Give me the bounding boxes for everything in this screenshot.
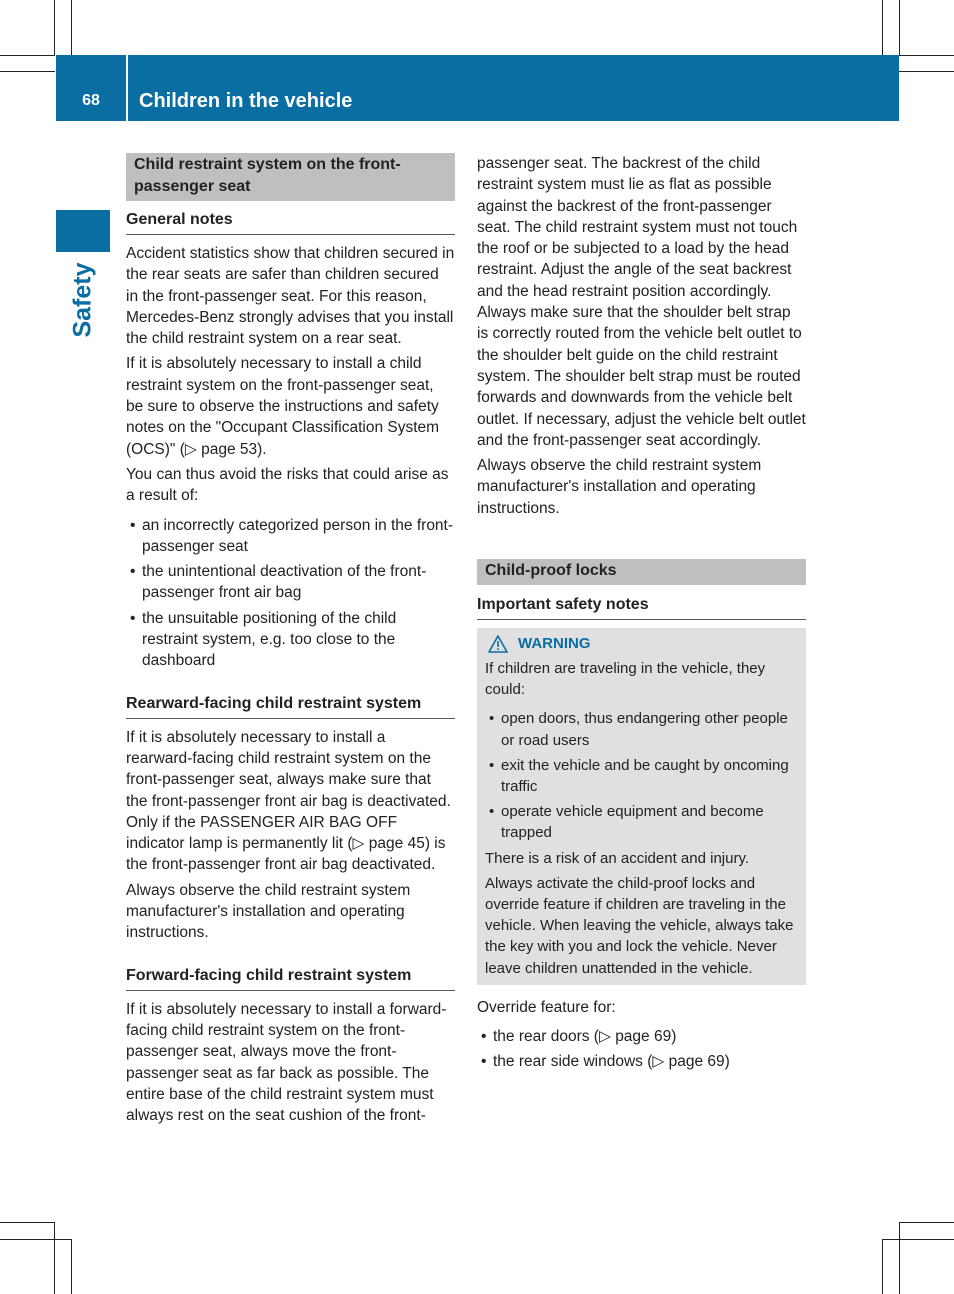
- heading-important-safety-notes: Important safety notes: [477, 595, 806, 620]
- risk-list: [126, 515, 455, 672]
- side-tab-label: Safety: [68, 262, 97, 338]
- warning-advice: Always activate the child-proof locks and override feature if children are traveling in the vehicle. When leaving the vehicle, always take the key with you and lock the vehicle. Never leave children unattended in the vehicle.: [485, 874, 794, 977]
- list-item: • the rear doors (▷ page 69): [481, 1028, 677, 1046]
- paragraph: Always observe the child restraint system manufacturer's installation and operating instructions.: [477, 457, 762, 517]
- list-item: • the rear side windows (▷ page 69): [481, 1053, 730, 1071]
- section-title-front-passenger: Child restraint system on the front-passenger seat: [126, 153, 455, 201]
- list-item: • exit the vehicle and be caught by oncoming traffic: [489, 756, 789, 796]
- left-column: [126, 153, 455, 1126]
- warning-header: [485, 634, 798, 654]
- header-divider: [126, 55, 128, 121]
- paragraph: You can thus avoid the risks that could arise as a result of:: [126, 465, 449, 505]
- paragraph: If it is absolutely necessary to install a forward-facing child restraint system on the front-passenger seat, always move the front-passenger seat as far back as possible. The entire base of the child restraint system must always rest on the seat cushion of the front-: [126, 1000, 447, 1125]
- heading-general-notes: General notes: [126, 210, 455, 235]
- warning-box: [477, 628, 806, 985]
- warning-intro: If children are traveling in the vehicle, they could:: [485, 660, 766, 699]
- page-number: 68: [82, 92, 100, 109]
- list-item: • open doors, thus endangering other people or road users: [489, 710, 788, 749]
- warning-list: [485, 708, 798, 843]
- paragraph: If it is absolutely necessary to install a child restraint system on the front-passenger seat, be sure to observe the instructions and safety notes on the "Occupant Classification System (OCS)" (▷ page 53).: [126, 355, 440, 458]
- paragraph: passenger seat. The backrest of the child restraint system must lie as flat as possible against the backrest of the front-passenger seat. The child restraint system must not touch the roof or be subjected to a load by the head restraint. Adjust the angle of the seat backrest and the head restraint position accordingly. Always make sure that the shoulder belt strap is correctly routed from the vehicle belt outlet to the shoulder belt guide on the child restraint system. The shoulder belt strap must be routed forwards and downwards from the vehicle belt outlet. If necessary, adjust the vehicle belt outlet and the front-passenger seat accordingly.: [477, 155, 806, 449]
- page-header: [56, 55, 899, 121]
- list-item: • the unintentional deactivation of the front-passenger front air bag: [130, 563, 427, 602]
- list-item: • an incorrectly categorized person in the front-passenger seat: [130, 516, 454, 555]
- right-column: [477, 153, 806, 1073]
- warning-label: WARNING: [518, 635, 591, 653]
- section-title-child-proof-locks: Child-proof locks: [477, 559, 806, 585]
- list-item: • the unsuitable positioning of the child restraint system, e.g. too close to the dashboard: [130, 609, 397, 670]
- paragraph: Accident statistics show that children secured in the rear seats are safer than children secured in the front-passenger seat. For this reason, Mercedes-Benz strongly advises that you install the child restraint system on a rear seat.: [126, 245, 455, 348]
- warning-risk: There is a risk of an accident and injury.: [485, 849, 750, 867]
- paragraph: If it is absolutely necessary to install a rearward-facing child restraint system on the front-passenger seat, always make sure that the front-passenger front air bag is deactivated. Only if the PASSENGER AIR BAG OFF indicator lamp is permanently lit (▷ page 45) is the front-passenger front air bag deactivated.: [126, 728, 451, 874]
- warning-triangle-icon: [488, 635, 508, 653]
- heading-forward-facing: Forward-facing child restraint system: [126, 966, 455, 991]
- heading-rearward-facing: Rearward-facing child restraint system: [126, 694, 455, 719]
- paragraph: Always observe the child restraint system manufacturer's installation and operating instructions.: [126, 881, 411, 942]
- chapter-title: Children in the vehicle: [139, 90, 353, 112]
- side-tab-marker: [56, 210, 110, 252]
- list-item: • operate vehicle equipment and become trapped: [489, 803, 764, 842]
- paragraph: Override feature for:: [477, 998, 616, 1016]
- override-list: [477, 1026, 806, 1073]
